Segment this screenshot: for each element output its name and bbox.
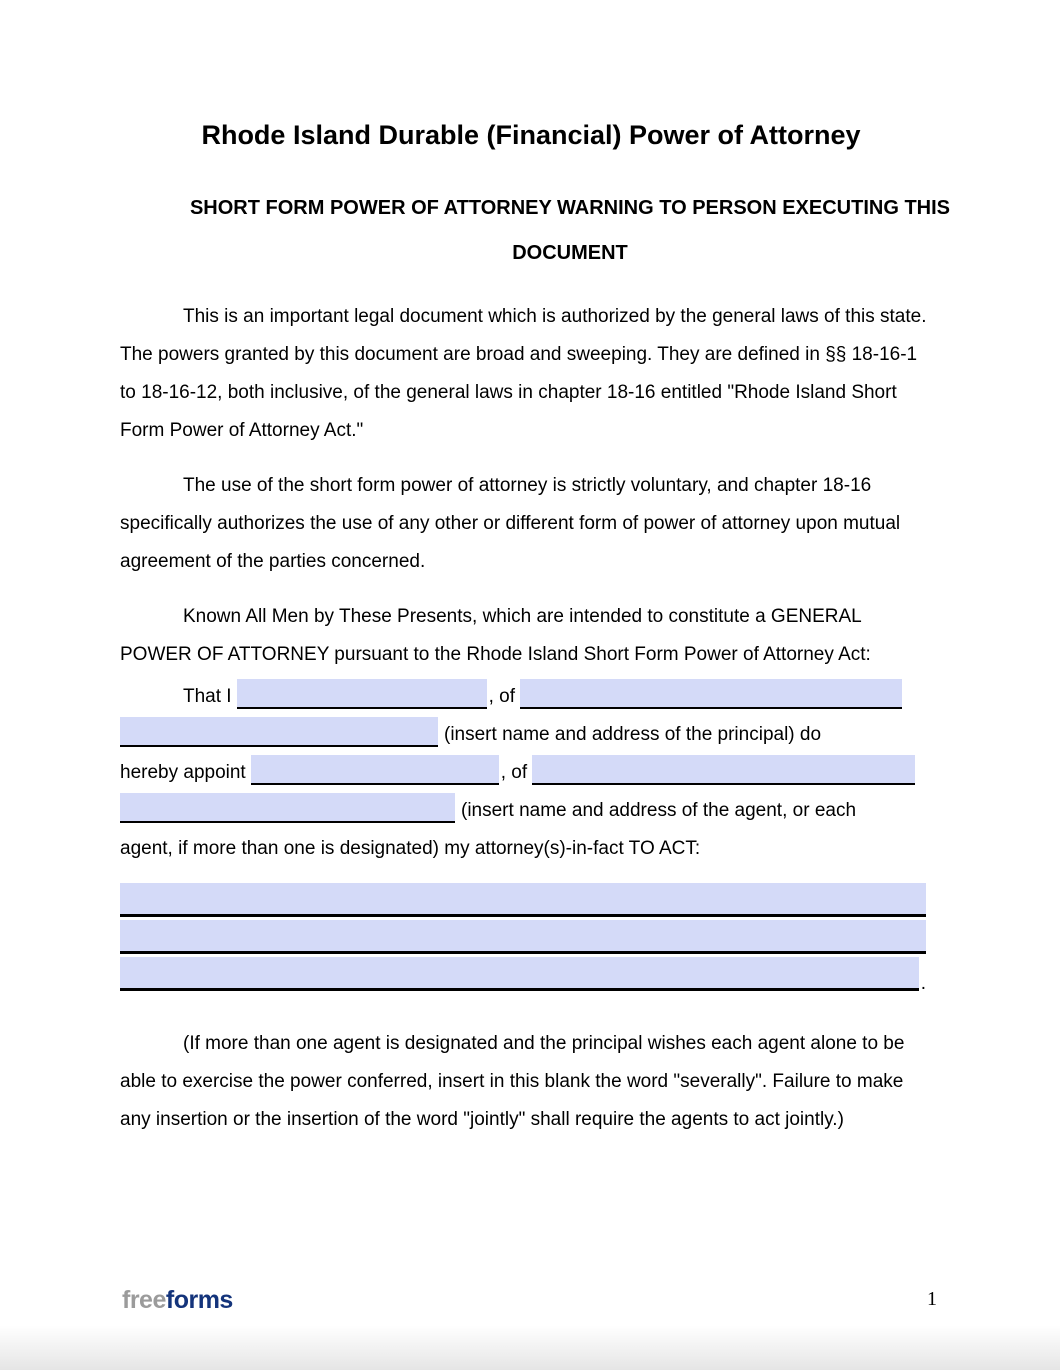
fill-in-label-comma-of-1: , of <box>488 686 515 707</box>
fill-in-label-agent-note-2: agent, if more than one is designated) my attorney(s)-in-fact TO ACT: <box>120 838 701 859</box>
fill-in-label-comma-of-2: , of <box>500 762 528 783</box>
fill-in-line-4 <box>120 792 935 830</box>
powers-row-wrap-3 <box>120 954 926 994</box>
fill-in-label-principal-note: (insert name and address of the principal) do <box>444 724 822 745</box>
powers-terminal-period: . <box>920 973 926 994</box>
fill-in-section <box>120 678 935 994</box>
field-principal-address-2[interactable] <box>120 717 438 747</box>
freeforms-logo-free: free <box>122 1286 166 1314</box>
field-powers-line-1[interactable] <box>120 883 926 917</box>
document-content <box>0 118 1060 1139</box>
document-subtitle-line-1: SHORT FORM POWER OF ATTORNEY WARNING TO PERSON EXECUTING THIS <box>189 197 951 219</box>
field-agent-address-2[interactable] <box>120 793 455 823</box>
field-principal-name[interactable] <box>237 679 487 709</box>
powers-row-wrap-2 <box>120 917 926 954</box>
fill-in-line-1 <box>120 678 935 716</box>
freeforms-logo-forms: forms <box>165 1286 233 1314</box>
field-powers-line-3[interactable] <box>120 957 919 991</box>
powers-row-wrap-1 <box>120 880 926 917</box>
paragraph-legal-notice: This is an important legal document which is authorized by the general laws of this state. The powers granted by this document are broad and sweeping. They are defined in §§ 18-16-1 to 18-16-12, both inclusive, of the general laws in chapter 18-16 entitled "Rhode Island Short Form Power of Attorney Act." <box>120 306 927 441</box>
document-title: Rhode Island Durable (Financial) Power of Attorney <box>201 120 861 150</box>
document-subtitle <box>120 186 1020 276</box>
field-principal-address-1[interactable] <box>520 679 902 709</box>
page-bottom-shadow <box>0 1325 1060 1370</box>
paragraph-known-all-men: Known All Men by These Presents, which are intended to constitute a GENERAL POWER OF ATTORNEY pursuant to the Rhode Island Short Form Power of Attorney Act: <box>120 606 871 665</box>
paragraph-voluntary-use: The use of the short form power of attorney is strictly voluntary, and chapter 18-16 specifically authorizes the use of any other or different form of power of attorney upon mutual agreement of the parties concerned. <box>120 475 901 572</box>
fill-in-line-3 <box>120 754 935 792</box>
field-agent-address-1[interactable] <box>532 755 915 785</box>
field-agent-name[interactable] <box>251 755 499 785</box>
paragraph-severally-jointly: (If more than one agent is designated and the principal wishes each agent alone to be able to exercise the power conferred, insert in this blank the word "severally". Failure to make any insertion or the insertion of the word "jointly" shall require the agents to act jointly.) <box>120 1033 905 1130</box>
fill-in-line-2 <box>120 716 935 754</box>
fill-in-label-agent-note-1: (insert name and address of the agent, or each <box>461 800 857 821</box>
powers-blank-block <box>120 880 926 994</box>
freeforms-logo <box>122 1286 233 1315</box>
field-powers-line-2[interactable] <box>120 920 926 954</box>
fill-in-label-hereby-appoint: hereby appoint <box>120 762 246 783</box>
document-subtitle-line-2: DOCUMENT <box>512 242 628 264</box>
page-number: 1 <box>927 1288 937 1310</box>
fill-in-label-that-i: That I <box>183 686 232 707</box>
fill-in-line-5 <box>120 830 935 868</box>
